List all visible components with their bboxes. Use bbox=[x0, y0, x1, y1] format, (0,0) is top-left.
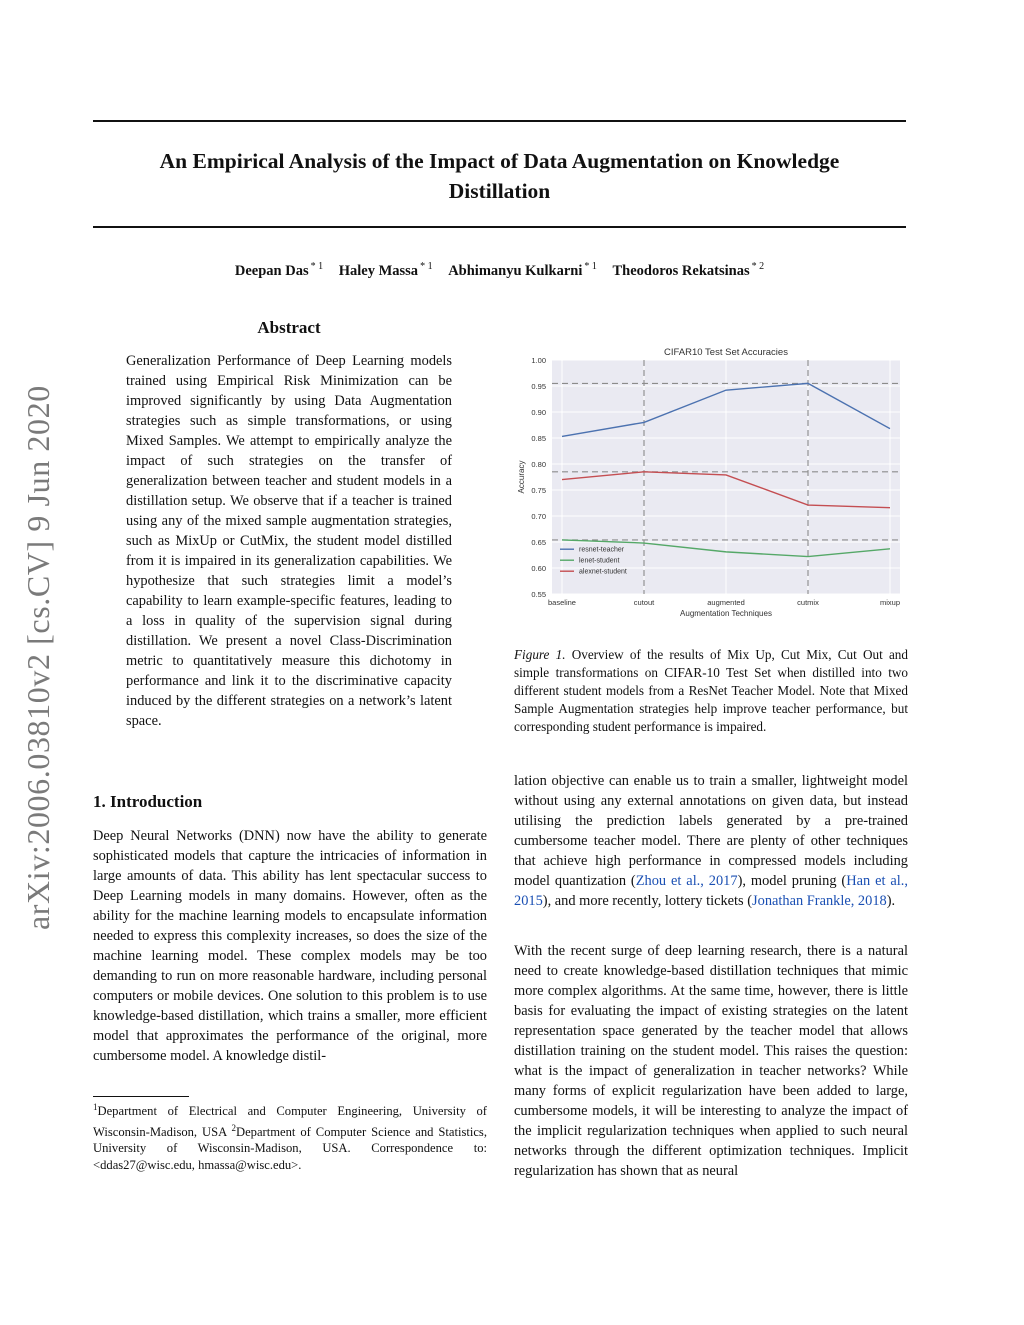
y-tick-label: 0.70 bbox=[531, 512, 546, 521]
author bbox=[613, 263, 765, 279]
footnote-marker-1: 1 bbox=[93, 1102, 98, 1112]
citation-link[interactable]: Zhou et al., 2017 bbox=[635, 873, 738, 889]
author-name: Theodoros Rekatsinas bbox=[612, 262, 750, 279]
paper-title-line2: Distillation bbox=[448, 179, 551, 203]
paragraph-text: ), and more recently, lottery tickets ( bbox=[542, 893, 753, 909]
accuracy-line-chart bbox=[512, 343, 908, 623]
introduction-heading: 1. Introduction bbox=[93, 792, 203, 811]
paragraph-text: ). bbox=[886, 893, 896, 909]
footnote-rule bbox=[93, 1096, 189, 1097]
author bbox=[235, 263, 323, 279]
x-axis-label: Augmentation Techniques bbox=[680, 609, 772, 618]
author-name: Deepan Das bbox=[234, 262, 309, 279]
citation-link[interactable]: Jonathan Frankle, 2018 bbox=[752, 893, 887, 909]
paper-title bbox=[93, 146, 906, 206]
abstract-heading: Abstract bbox=[257, 318, 321, 337]
x-tick-label: cutout bbox=[633, 598, 655, 607]
introduction-paragraph: With the recent surge of deep learning research, there is a natural need to create knowledge-based distillation techniques that mimic more complex algorithms. At the same time, however, there is little basis for evaluating the impact of existing strategies on the latent representation space generated by the teacher model that allows distillation training on the student model. This raises the question: what is the impact of generalization in teacher networks? While many forms of explicit regularization have been added to large, cumbersome models, it will be interesting to analyze the impact of the implicit regularization techniques when applied to such neural networks through the different optimization techniques. Implicit regularization has shown that as neural bbox=[514, 943, 908, 1179]
author-affiliation: * 1 bbox=[584, 261, 597, 272]
x-tick-labels bbox=[548, 598, 900, 607]
x-tick-label: mixup bbox=[879, 598, 901, 607]
figure-label: Figure 1. bbox=[514, 647, 566, 662]
arxiv-identifier-stamp: arXiv:2006.03810v2 [cs.CV] 9 Jun 2020 bbox=[20, 385, 56, 930]
legend-entry: lenet-student bbox=[579, 557, 620, 565]
legend-entry: resnet-teacher bbox=[579, 546, 625, 554]
y-tick-label: 0.95 bbox=[531, 382, 546, 391]
y-axis-label: Accuracy bbox=[517, 460, 526, 494]
title-rule-top bbox=[93, 120, 906, 122]
y-tick-label: 0.60 bbox=[531, 564, 546, 573]
author-name: Abhimanyu Kulkarni bbox=[448, 262, 583, 279]
paper-title-line1: An Empirical Analysis of the Impact of Data Augmentation on Knowledge bbox=[159, 149, 840, 173]
y-tick-label: 1.00 bbox=[531, 356, 546, 365]
figure-caption bbox=[514, 646, 908, 736]
introduction-paragraph: Deep Neural Networks (DNN) now have the ability to generate sophisticated models that capture the intricacies of information in large amounts of data. This ability has lent spectacular success to Deep Learning models in many domains. However, often as the ability for the machine learning models to encapsulate information needed to express this complexity increases, so does the size of the machine learning model. These complex models may be too demanding to run on more reasonable hardware, including personal computers or mobile devices. One solution to this problem is to use knowledge-based distillation, which trains a smaller, more efficient model that approximates the performance of the original, more cumbersome model. A knowledge distil- bbox=[93, 828, 487, 1064]
author-affiliation: * 1 bbox=[420, 261, 433, 272]
x-tick-label: baseline bbox=[548, 598, 576, 607]
affiliation-footnote bbox=[93, 1099, 487, 1173]
footnote-affiliation-2: Department of Computer Science and Statistics, University of Wisconsin-Madison, USA. Correspondence to: <ddas27@wisc.edu, hmassa@wisc.edu>. bbox=[93, 1124, 487, 1172]
author-name: Haley Massa bbox=[338, 262, 419, 279]
y-tick-labels bbox=[531, 356, 546, 599]
chart-title: CIFAR10 Test Set Accuracies bbox=[664, 347, 788, 358]
author bbox=[339, 263, 433, 279]
author bbox=[448, 263, 597, 279]
x-tick-label: cutmix bbox=[797, 598, 819, 607]
y-tick-label: 0.80 bbox=[531, 460, 546, 469]
author-list bbox=[93, 261, 906, 280]
paragraph-text: lation objective can enable us to train a smaller, lightweight model without using any external annotations on given data, but instead utilising the prediction labels generated by a pre-trained cumbersome teacher model. There are plenty of other techniques that achieve high performance in compressed models including model quantization ( bbox=[514, 773, 908, 889]
author-affiliation: * 1 bbox=[310, 261, 324, 272]
y-tick-label: 0.90 bbox=[531, 408, 546, 417]
author-affiliation: * 2 bbox=[751, 261, 765, 272]
y-tick-label: 0.85 bbox=[531, 434, 546, 443]
citation-link[interactable]: Han et al., 2015 bbox=[514, 873, 908, 909]
paragraph-text: ), model pruning ( bbox=[737, 873, 847, 889]
y-tick-label: 0.55 bbox=[531, 590, 546, 599]
x-tick-label: augmented bbox=[707, 598, 745, 607]
footnote-marker-2: 2 bbox=[231, 1122, 236, 1133]
footnote-affiliation-1: Department of Electrical and Computer Engineering, University of Wisconsin-Madison, USA bbox=[93, 1104, 487, 1139]
y-tick-label: 0.65 bbox=[531, 538, 546, 547]
introduction-paragraph-continued bbox=[514, 771, 908, 911]
legend-entry: alexnet-student bbox=[579, 568, 627, 576]
abstract-body: Generalization Performance of Deep Learning models trained using Empirical Risk Minimization can be improved significantly by using Data Augmentation strategies such as simple transformations, or using Mixed Samples. We attempt to empirically analyze the impact of such strategies on the transfer of generalization between teacher and student models in a distillation setup. We observe that if a teacher is trained using any of the mixed sample augmentation strategies, such as MixUp or CutMix, the student model distilled from it is impaired in its generalization capabilities. We hypothesize that such strategies limit a model’s capability to learn example-specific features, leading to a loss in quality of the supervision signal during distillation. We present a novel Class-Discrimination metric to quantitatively measure this dichotomy in performance and link it to the discriminative capacity induced by the different strategies on a network’s latent space. bbox=[126, 353, 452, 729]
title-rule-bottom bbox=[93, 226, 906, 228]
figure-caption-text: Overview of the results of Mix Up, Cut Mix, Cut Out and simple transformations on CIFAR-10 Test Set when distilled into two different student models from a ResNet Teacher Model. Note that Mixed Sample Augmentation strategies help improve teacher performance, but corresponding student performance is impaired. bbox=[514, 647, 908, 734]
y-tick-label: 0.75 bbox=[531, 486, 546, 495]
